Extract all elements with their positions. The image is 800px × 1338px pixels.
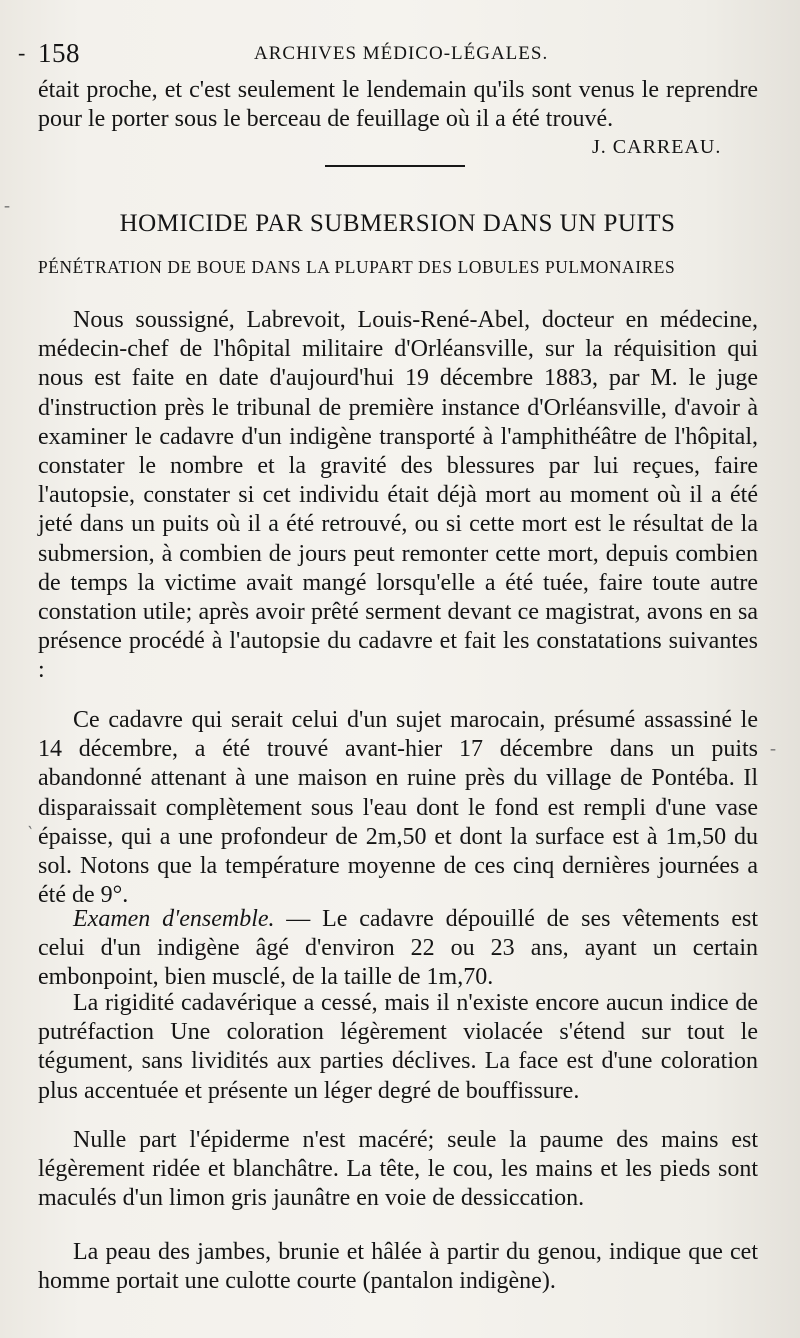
margin-tick: - xyxy=(770,738,776,758)
article-title: HOMICIDE PAR SUBMERSION DANS UN PUITS xyxy=(119,210,676,237)
article-subtitle: PÉNÉTRATION DE BOUE DANS LA PLUPART DES LOBULES PULMONAIRES xyxy=(38,257,676,277)
paragraph-general-exam-text: — Le cadavre dépouillé de ses vêtements est celui d'un indigène âgé d'environ 22 ou 23 ans, ayant un certain embonpoint, bien musclé, de la taille de 1m,70. xyxy=(38,906,758,991)
margin-dash: - xyxy=(18,40,26,65)
author-signature: J. CARREAU. xyxy=(592,136,722,158)
page-number: 158 xyxy=(38,38,80,68)
paragraph-legs: La peau des jambes, brunie et hâlée à partir du genou, indique que cet homme portait une culotte courte (pantalon indigène). xyxy=(38,1239,758,1295)
paragraph-general-exam xyxy=(38,905,758,993)
section-label: Examen d'ensemble. xyxy=(73,906,275,932)
paragraph-requisition: Nous soussigné, Labrevoit, Louis-René-Abel, docteur en médecine, médecin-chef de l'hôpital militaire d'Orléansville, sur la réquisition qui nous est faite en date d'aujourd'hui 19 décembre 1883, par M. le juge d'instruction près le tribunal de première instance d'Orléansville, d'avoir à examiner le cadavre d'un indigène transporté à l'amphithéâtre de l'hôpital, constater le nombre et la gravité des blessures par lui reçues, faire l'autopsie, constater si cet individu était déjà mort au moment où il a été jeté dans un puits où il a été retrouvé, ou si cette mort est le résultat de la submersion, à combien de jours peut remonter cette mort, depuis combien de temps la victime avait mangé lorsqu'elle a été tuée, faire toute autre constation utile; après avoir prêté serment devant ce magistrat, avons en sa présence procédé à l'autopsie du cadavre et fait les constatations suivantes : xyxy=(38,307,758,684)
section-divider xyxy=(325,165,465,167)
paragraph-epidermis: Nulle part l'épiderme n'est macéré; seule la paume des mains est légèrement ridée et blanchâtre. La tête, le cou, les mains et les pieds sont maculés d'un limon gris jaunâtre en voie de dessiccation. xyxy=(38,1127,758,1212)
paragraph-rigidity: La rigidité cadavérique a cessé, mais il n'existe encore aucun indice de putréfaction Une coloration légèrement violacée s'étend sur tout le tégument, sans lividités aux parties déclives. La face est d'une coloration plus accentuée et présente un léger degré de bouffissure. xyxy=(38,990,758,1104)
margin-tick: ‵ xyxy=(28,823,33,843)
intro-paragraph: était proche, et c'est seulement le lendemain qu'ils sont venus le reprendre pour le porter sous le berceau de feuillage où il a été trouvé. xyxy=(38,77,758,133)
margin-tick: - xyxy=(4,195,10,215)
running-head-title: ARCHIVES MÉDICO-LÉGALES. xyxy=(254,43,549,64)
running-header xyxy=(18,28,718,68)
paragraph-body-found: Ce cadavre qui serait celui d'un sujet marocain, présumé assassiné le 14 décembre, a été trouvé avant-hier 17 décembre dans un puits abandonné attenant à une maison en ruine près du village de Pontéba. Il disparaissait complètement sous l'eau dont le fond est rempli d'une vase épaisse, qui a une profondeur de 2m,50 et dont la surface est à 1m,50 du sol. Notons que la température moyenne de ces cinq dernières journées a été de 9°. xyxy=(38,707,758,909)
